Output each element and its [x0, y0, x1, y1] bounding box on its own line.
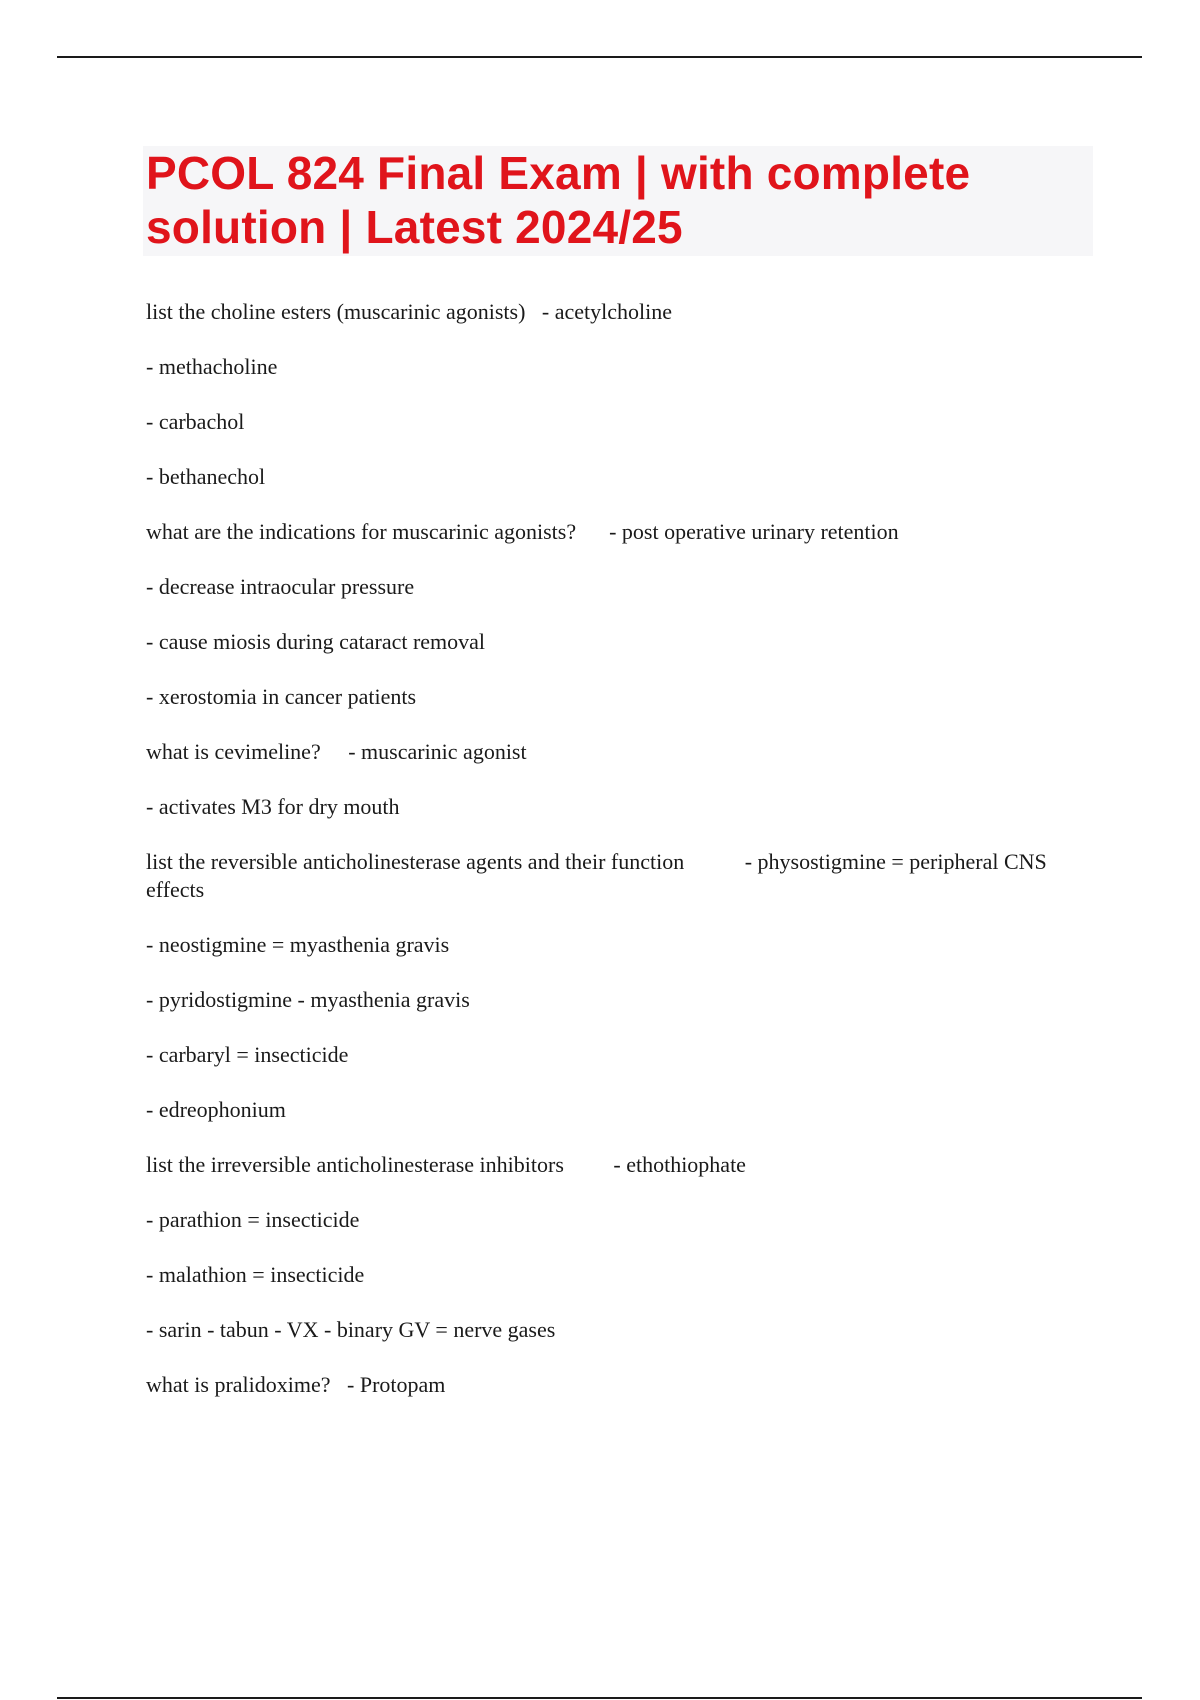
- document-title: PCOL 824 Final Exam | with complete solution | Latest 2024/25: [146, 147, 971, 253]
- text-line: what are the indications for muscarinic agonists? - post operative urinary retention: [146, 519, 899, 544]
- text-line: - activates M3 for dry mouth: [146, 794, 400, 819]
- text-line: what is cevimeline? - muscarinic agonist: [146, 739, 527, 764]
- footer-rule: [57, 1697, 1142, 1699]
- text-line: - carbaryl = insecticide: [146, 1042, 349, 1067]
- text-line: list the irreversible anticholinesterase inhibitors - ethothiophate: [146, 1152, 746, 1177]
- text-line: - cause miosis during cataract removal: [146, 629, 486, 654]
- text-line: list the reversible anticholinesterase agents and their function - physostigmine = peripheral CNS effects: [146, 849, 1053, 902]
- text-line: - edreophonium: [146, 1097, 286, 1122]
- text-line: - methacholine: [146, 354, 278, 379]
- text-line: - carbachol: [146, 409, 245, 434]
- text-line: what is pralidoxime? - Protopam: [146, 1372, 446, 1397]
- text-line: - malathion = insecticide: [146, 1262, 365, 1287]
- document-body: [146, 298, 1086, 1399]
- text-line: - sarin - tabun - VX - binary GV = nerve gases: [146, 1317, 556, 1342]
- text-line: - xerostomia in cancer patients: [146, 684, 417, 709]
- title-block: [143, 146, 1093, 256]
- text-line: - parathion = insecticide: [146, 1207, 360, 1232]
- text-line: - bethanechol: [146, 464, 266, 489]
- text-line: - pyridostigmine - myasthenia gravis: [146, 987, 470, 1012]
- text-line: - decrease intraocular pressure: [146, 574, 415, 599]
- text-line: - neostigmine = myasthenia gravis: [146, 932, 450, 957]
- header-rule: [57, 56, 1142, 58]
- text-line: list the choline esters (muscarinic agonists) - acetylcholine: [146, 299, 673, 324]
